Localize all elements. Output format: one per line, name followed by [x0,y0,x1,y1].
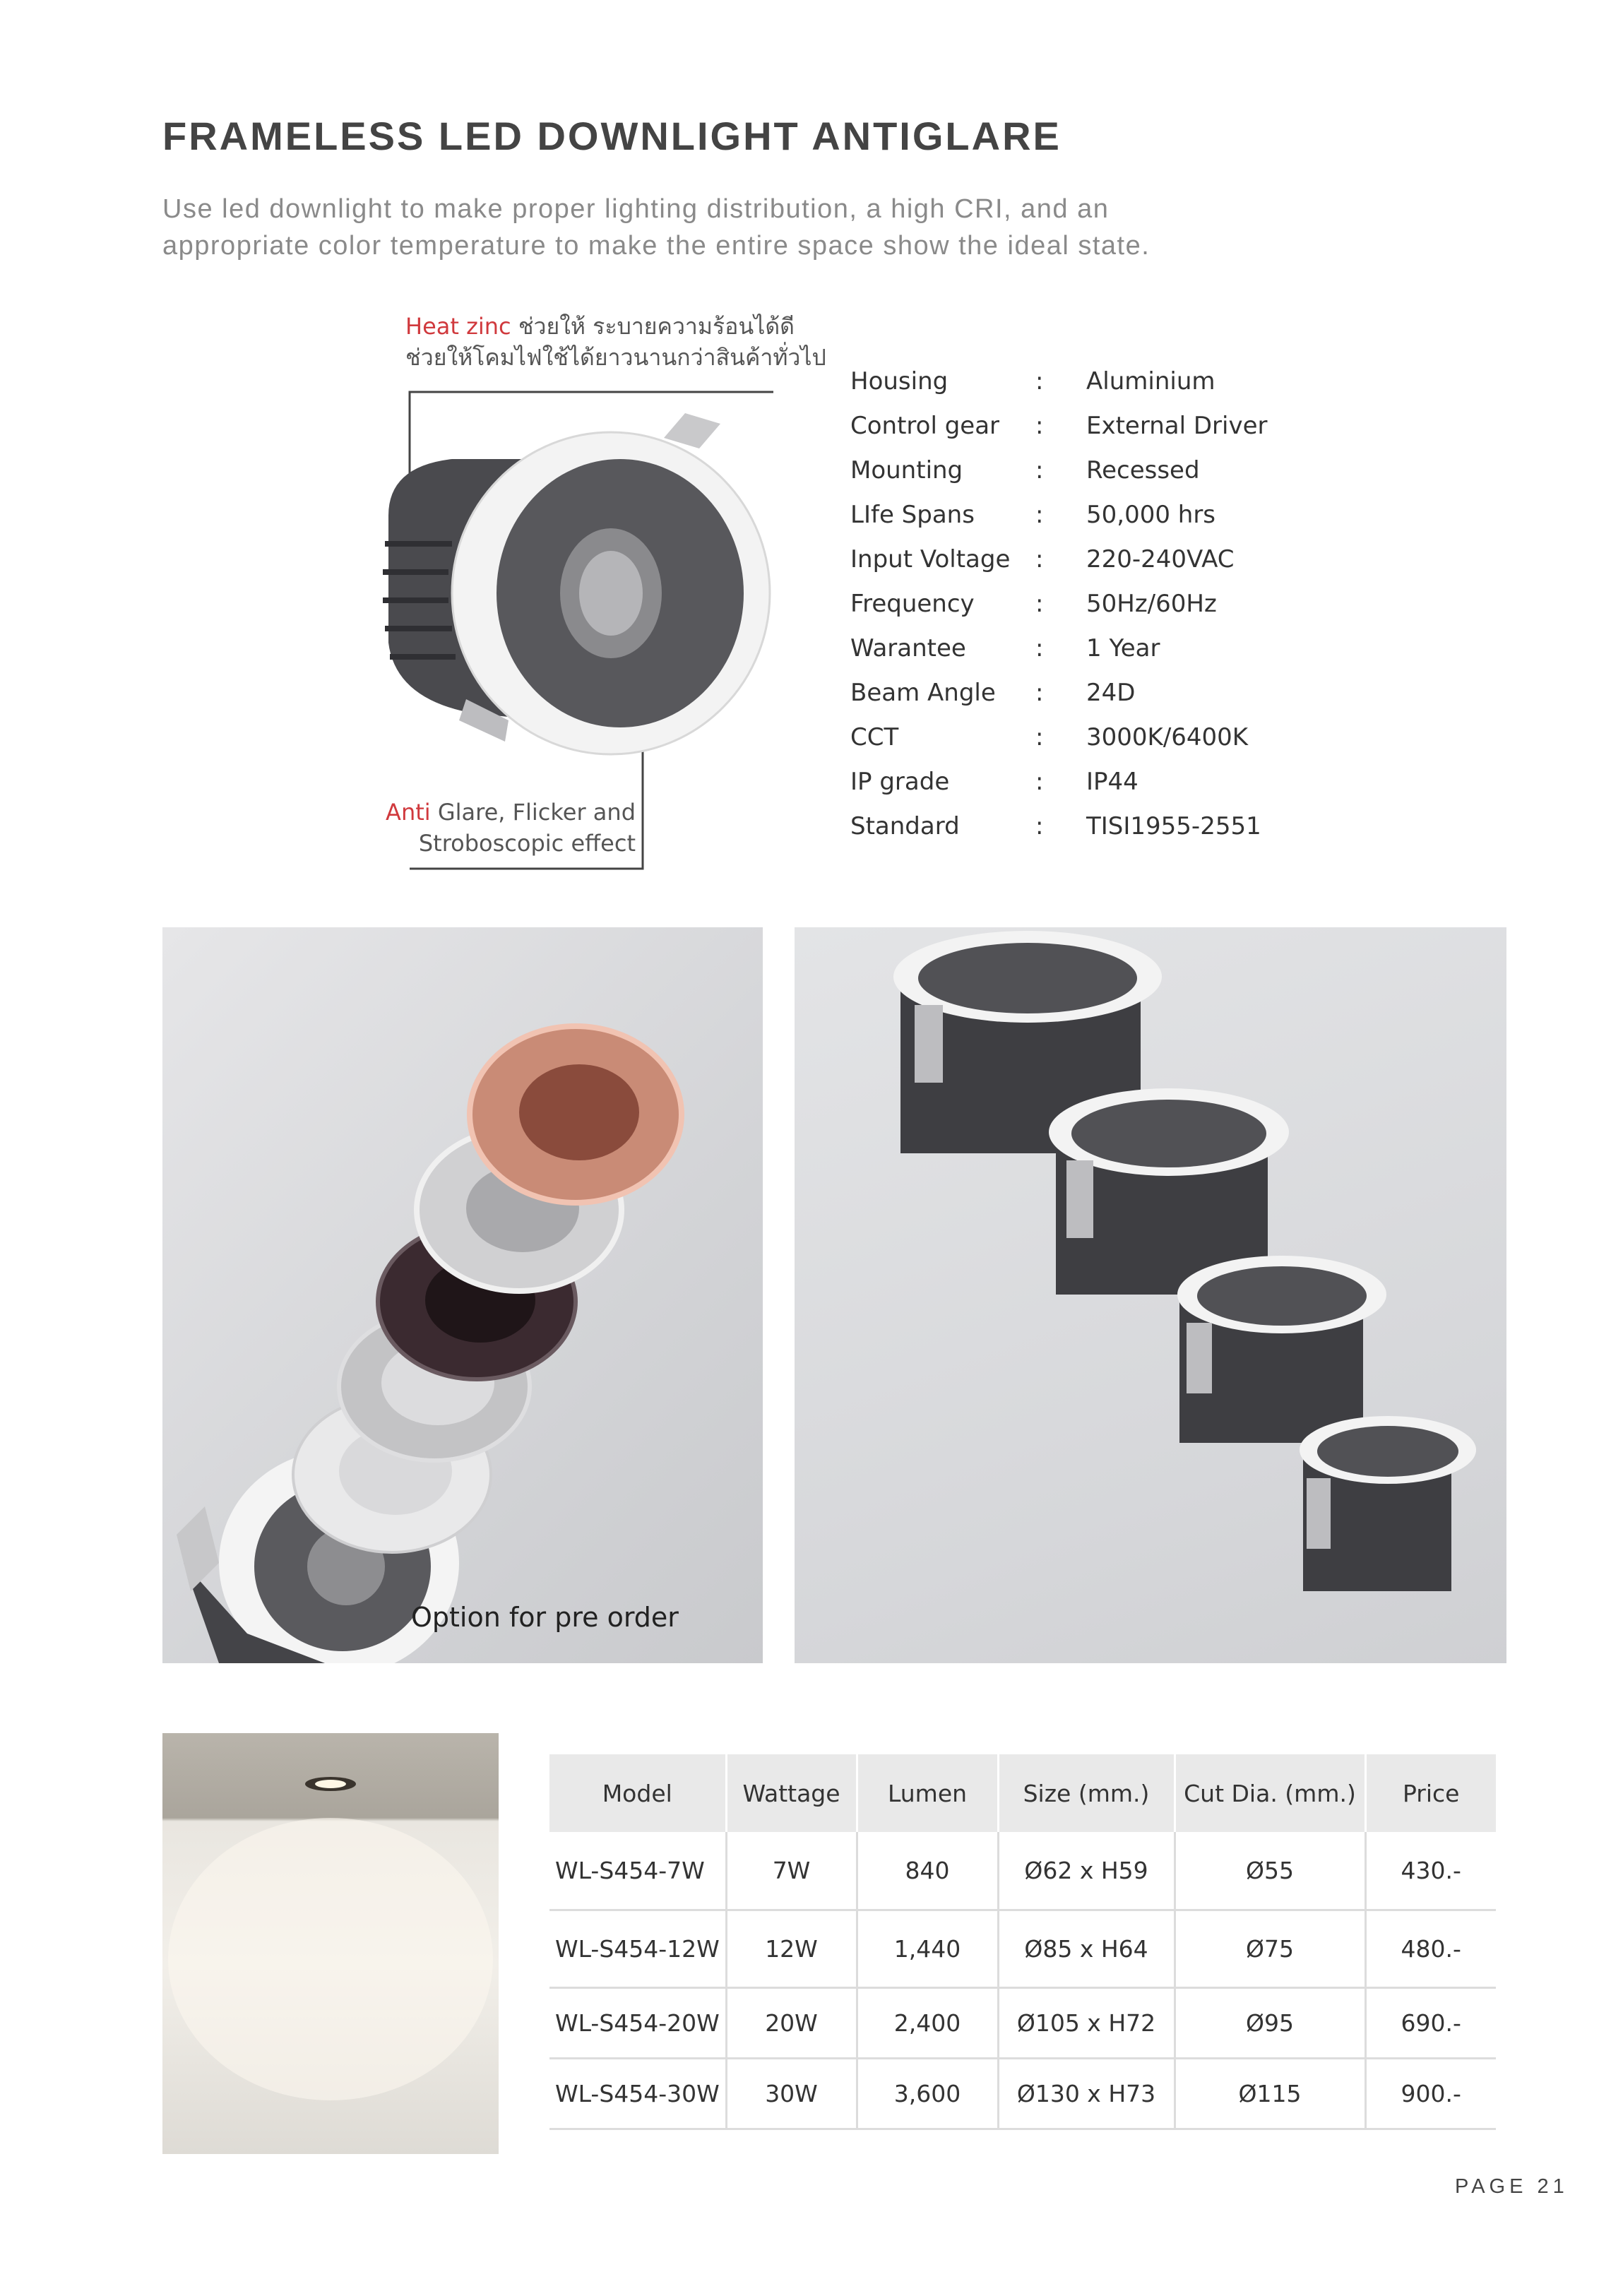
product-illustration [367,381,819,876]
cell-cut-dia: Ø115 [1175,2058,1365,2129]
table-row [549,1910,1496,1987]
cell-cut-dia: Ø95 [1175,1987,1365,2058]
anti-label: Anti [386,799,431,826]
header-cut-dia: Cut Dia. (mm.) [1175,1754,1365,1832]
heat-zinc-callout [405,311,826,373]
cell-lumen: 1,440 [857,1910,998,1987]
header-model: Model [549,1754,726,1832]
cell-price: 690.- [1365,1987,1496,2058]
cell-size: Ø62 x H59 [998,1832,1175,1910]
cell-size: Ø85 x H64 [998,1910,1175,1987]
cell-wattage: 12W [726,1910,857,1987]
downlight-sizes-photo [795,927,1506,1663]
cell-wattage: 7W [726,1832,857,1910]
cell-size: Ø105 x H72 [998,1987,1175,2058]
downlight-unit [383,413,770,754]
table-header-row [549,1754,1496,1832]
ceiling-light-graphic [162,1733,499,2154]
cell-lumen: 2,400 [857,1987,998,2058]
cell-wattage: 30W [726,2058,857,2129]
intro-paragraph: Use led downlight to make proper lighting distribution, a high CRI, and an appropriate color temperature to make the entire space show the ideal state. [162,194,1151,261]
table-row [549,2058,1496,2129]
cell-model: WL-S454-7W [549,1832,726,1910]
header-size: Size (mm.) [998,1754,1175,1832]
header-wattage: Wattage [726,1754,857,1832]
header-lumen: Lumen [857,1754,998,1832]
cell-wattage: 20W [726,1987,857,2058]
table-row [549,1987,1496,2058]
exploded-reflector-photo [162,927,763,1663]
photo-caption: Option for pre order [411,1602,679,1633]
heat-zinc-text-2: ช่วยให้โคมไฟใช้ได้ยาวนานกว่าสินค้าทั่วไป [405,344,826,371]
table-row [549,1832,1496,1910]
cell-size: Ø130 x H73 [998,2058,1175,2129]
heat-zinc-label: Heat zinc [405,313,511,340]
anti-text-2: Stroboscopic effect [418,830,636,857]
ceiling-light-photo [162,1733,499,2154]
cell-cut-dia: Ø75 [1175,1910,1365,1987]
header-price: Price [1365,1754,1496,1832]
reflector-rings-graphic [162,927,763,1663]
anti-text-1: Glare, Flicker and [430,799,636,826]
cell-model: WL-S454-30W [549,2058,726,2129]
cell-cut-dia: Ø55 [1175,1832,1365,1910]
heat-zinc-text-1: ช่วยให้ ระบายความร้อนได้ดี [511,313,795,340]
cell-price: 480.- [1365,1910,1496,1987]
cell-price: 430.- [1365,1832,1496,1910]
cell-lumen: 840 [857,1832,998,1910]
downlight-sizes-graphic [795,927,1506,1663]
cell-model: WL-S454-20W [549,1987,726,2058]
page-number: PAGE 21 [1455,2175,1569,2198]
cell-price: 900.- [1365,2058,1496,2129]
cell-model: WL-S454-12W [549,1910,726,1987]
model-pricing-table [549,1754,1496,2130]
page-title: FRAMELESS LED DOWNLIGHT ANTIGLARE [162,114,1062,158]
cell-lumen: 3,600 [857,2058,998,2129]
